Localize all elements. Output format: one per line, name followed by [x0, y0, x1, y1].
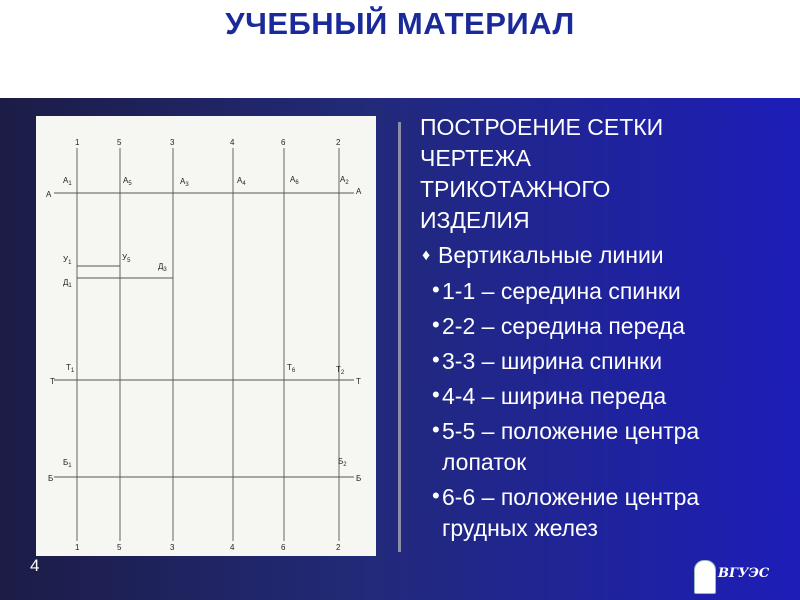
- dot-bullet-icon: •: [432, 483, 440, 508]
- bottom-number-6: 6: [281, 543, 286, 552]
- point-t6: $Т_6$: [287, 363, 296, 374]
- heading-line: ЧЕРТЕЖА: [420, 145, 531, 171]
- bottom-number-1: 1: [75, 543, 80, 552]
- dot-bullet-icon: •: [432, 417, 440, 442]
- dot-bullet-icon: •: [432, 382, 440, 407]
- bottom-number-2: 2: [336, 543, 341, 552]
- section-heading: [420, 112, 788, 236]
- point-b2: $Б_2$: [338, 457, 347, 468]
- list-item-text: 2-2 – середина переда: [442, 313, 685, 339]
- dot-bullet-icon: •: [432, 312, 440, 337]
- logo-emblem-icon: [694, 560, 716, 594]
- top-number-4: 4: [230, 138, 235, 147]
- grid-drawing-svg: [36, 116, 376, 556]
- title-area: [0, 0, 800, 98]
- top-number-1: 1: [75, 138, 80, 147]
- row-label-t-left: Т: [50, 377, 55, 386]
- top-number-2: 2: [336, 138, 341, 147]
- top-number-6: 6: [281, 138, 286, 147]
- point-t1: $Т_1$: [66, 363, 75, 374]
- point-a2: $А_2$: [340, 175, 349, 186]
- list-item-text: 3-3 – ширина спинки: [442, 348, 663, 374]
- bottom-number-5: 5: [117, 543, 122, 552]
- page-number: 4: [30, 556, 40, 575]
- slide-title: УЧЕБНЫЙ МАТЕРИАЛ: [225, 6, 575, 41]
- list-item: [432, 346, 788, 377]
- list-item: [432, 276, 788, 307]
- list-item-text: лопаток: [442, 449, 527, 475]
- vertical-divider: [398, 122, 401, 552]
- bottom-number-4: 4: [230, 543, 235, 552]
- list-item-text: 5-5 – положение центра: [442, 418, 700, 444]
- list-item-text: 6-6 – положение центра: [442, 484, 700, 510]
- dot-bullet-icon: •: [432, 347, 440, 372]
- list-item-text: грудных желез: [442, 515, 598, 541]
- point-b1: $Б_1$: [63, 458, 72, 469]
- dot-bullet-icon: •: [432, 277, 440, 302]
- point-u1: $У_1$: [63, 255, 72, 266]
- list-item: [432, 381, 788, 412]
- text-block: [418, 112, 788, 548]
- row-label-a-right: А: [356, 187, 362, 196]
- heading-line: ПОСТРОЕНИЕ СЕТКИ: [420, 114, 664, 140]
- list-item-text: 4-4 – ширина переда: [442, 383, 667, 409]
- row-label-b-right: Б: [356, 474, 362, 483]
- grid-drawing: [36, 116, 376, 556]
- list-item-text: 1-1 – середина спинки: [442, 278, 681, 304]
- point-t2: $Т_2$: [336, 365, 345, 376]
- main-bullet-label: Вертикальные линии: [438, 242, 664, 268]
- bottom-number-3: 3: [170, 543, 175, 552]
- list-item: [432, 416, 788, 478]
- point-a3: $А_3$: [180, 177, 189, 188]
- heading-line: ИЗДЕЛИЯ: [420, 207, 530, 233]
- university-logo: [694, 560, 780, 594]
- point-d3: $Д_3$: [158, 262, 167, 273]
- diamond-bullet-icon: ♦: [422, 247, 431, 264]
- point-u5: $У_5$: [122, 253, 131, 264]
- top-number-5: 5: [117, 138, 122, 147]
- logo-text: ВГУЭС: [718, 566, 770, 581]
- point-a5: $А_5$: [123, 176, 132, 187]
- row-label-b-left: Б: [48, 474, 54, 483]
- list-item: [432, 311, 788, 342]
- point-d1: $Д_1$: [63, 278, 72, 289]
- point-a4: $А_4$: [237, 176, 246, 187]
- heading-line: ТРИКОТАЖНОГО: [420, 176, 611, 202]
- top-number-3: 3: [170, 138, 175, 147]
- bullet-list: [432, 276, 788, 544]
- point-a6: $А_6$: [290, 175, 299, 186]
- row-label-a-left: А: [46, 190, 52, 199]
- list-item: [432, 482, 788, 544]
- main-bullet: [422, 240, 788, 271]
- row-label-t-right: Т: [356, 377, 361, 386]
- point-a1: $А_1$: [63, 176, 72, 187]
